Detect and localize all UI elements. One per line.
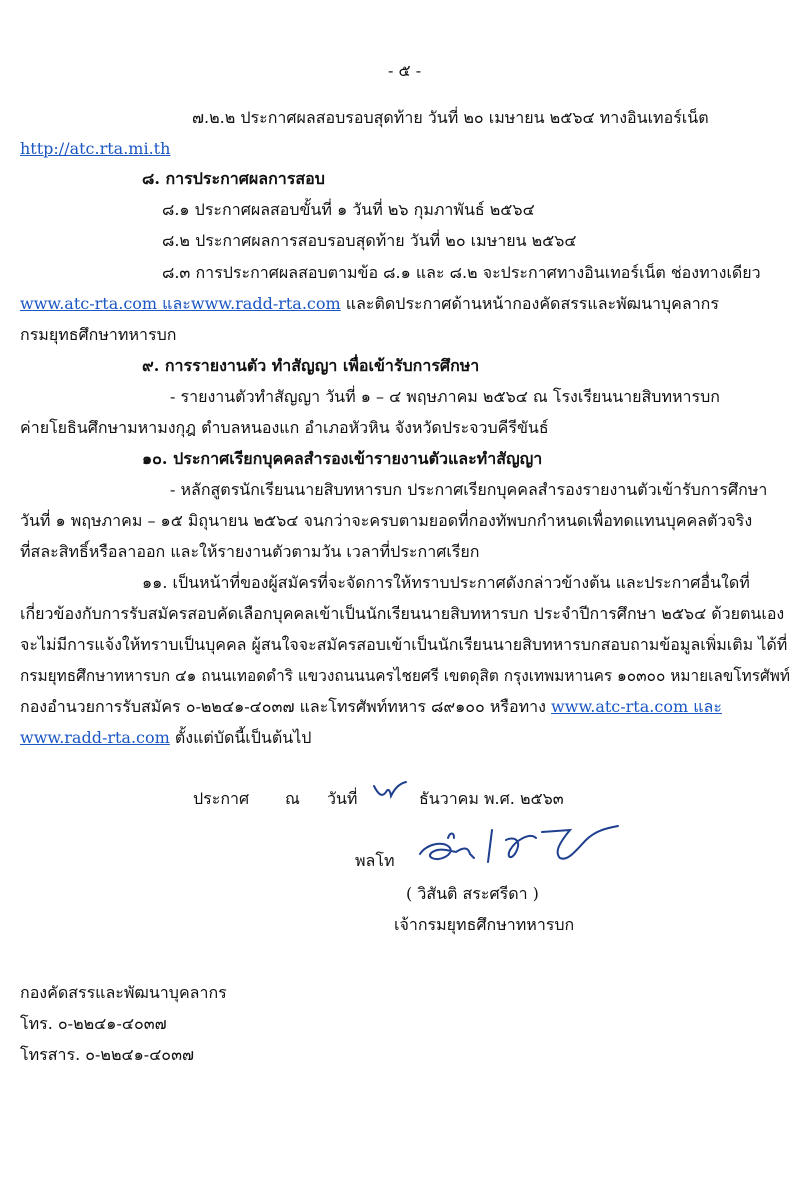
item-8-3-line1: ๘.๓ การประกาศผลสอบตามข้อ ๘.๑ และ ๘.๒ จะประกาศทางอินเทอร์เน็ต ช่องทางเดียว (162, 263, 761, 282)
item-7-2-2: ๗.๒.๒ ประกาศผลสอบรอบสุดท้าย วันที่ ๒๐ เมษายน ๒๕๖๔ ทางอินเทอร์เน็ต (192, 108, 709, 127)
item-8-3-line2 (20, 293, 719, 315)
section-11-line6 (20, 727, 311, 749)
signature-rank: พลโท (355, 851, 395, 870)
signature-name: ( วิสันติ สระศรีดา ) (406, 884, 539, 903)
item-8-3-line2-text: และติดประกาศด้านหน้ากองคัดสรรและพัฒนาบุคลากร (340, 294, 719, 313)
handwritten-signature (410, 818, 625, 878)
section-11-line3: จะไม่มีการแจ้งให้ทราบเป็นบุคคล ผู้สนใจจะสมัครสอบเข้าเป็นนักเรียนนายสิบทหารบกสอบถามข้อมูลเพิ่มเติม ได้ที่ (20, 635, 788, 654)
section-11-line2: เกี่ยวข้องกับการรับสมัครสอบคัดเลือกบุคคลเข้าเป็นนักเรียนนายสิบทหารบก ประจำปีการศึกษา ๒๕๖๔ ด้วยตนเอง (20, 604, 785, 623)
announce-label: ประกาศ (193, 789, 250, 808)
item-8-1: ๘.๑ ประกาศผลสอบขั้นที่ ๑ วันที่ ๒๖ กุมภาพันธ์ ๒๕๖๔ (162, 200, 535, 219)
section-9-line1: - รายงานตัวทำสัญญา วันที่ ๑ – ๔ พฤษภาคม ๒๕๖๔ ณ โรงเรียนนายสิบทหารบก (170, 387, 720, 406)
footer-fax: โทรสาร. ๐-๒๒๔๑-๔๐๓๗ (20, 1045, 195, 1064)
section-11-line4: กรมยุทธศึกษาทหารบก ๔๑ ถนนเทอดดำริ แขวงถนนนครไชยศรี เขตดุสิต กรุงเทพมหานคร ๑๐๓๐๐ หมายเลขโทรศัพท์ (20, 666, 790, 685)
announce-at: ณ (285, 789, 300, 808)
announce-day-label: วันที่ (327, 789, 358, 808)
section-11-line5 (20, 696, 722, 718)
atc-rta-link[interactable]: www.atc-rta.com และ (551, 697, 722, 716)
section-10-line1: - หลักสูตรนักเรียนนายสิบทหารบก ประกาศเรียกบุคคลสำรองรายงานตัวเข้ารับการศึกษา (170, 480, 768, 499)
atc-link[interactable]: http://atc.rta.mi.th (20, 139, 171, 158)
announce-month-year: ธันวาคม พ.ศ. ๒๕๖๓ (419, 789, 564, 808)
radd-rta-link[interactable]: www.radd-rta.com (20, 728, 170, 747)
footer-tel: โทร. ๐-๒๒๔๑-๔๐๓๗ (20, 1014, 167, 1033)
section-11-line1: ๑๑. เป็นหน้าที่ของผู้สมัครที่จะจัดการให้ทราบประกาศดังกล่าวข้างต้น และประกาศอื่นใดที่ (142, 573, 750, 592)
results-links[interactable]: www.atc-rta.com และwww.radd-rta.com (20, 294, 341, 313)
handwritten-day-mark (370, 776, 410, 808)
footer-dept: กองคัดสรรและพัฒนาบุคลากร (20, 983, 227, 1002)
section-11-line6-text: ตั้งแต่บัดนี้เป็นต้นไป (169, 728, 312, 747)
page-number: - ๕ - (388, 61, 422, 80)
section-8-heading: ๘. การประกาศผลการสอบ (142, 169, 325, 188)
signature-position: เจ้ากรมยุทธศึกษาทหารบก (394, 915, 575, 934)
section-9-line2: ค่ายโยธินศึกษามหามงกุฎ ตำบลหนองแก อำเภอหัวหิน จังหวัดประจวบคีรีขันธ์ (20, 418, 549, 437)
section-9-heading: ๙. การรายงานตัว ทำสัญญา เพื่อเข้ารับการศึกษา (142, 356, 480, 375)
item-8-2: ๘.๒ ประกาศผลการสอบรอบสุดท้าย วันที่ ๒๐ เมษายน ๒๕๖๔ (162, 231, 577, 250)
item-8-3-line3: กรมยุทธศึกษาทหารบก (20, 325, 177, 344)
section-11-line5-text: กองอำนวยการรับสมัคร ๐-๒๒๔๑-๔๐๓๗ และโทรศัพท์ทหาร ๘๙๑๐๐ หรือทาง (20, 697, 552, 716)
section-10-line3: ที่สละสิทธิ์หรือลาออก และให้รายงานตัวตามวัน เวลาที่ประกาศเรียก (20, 542, 480, 561)
section-10-heading: ๑๐. ประกาศเรียกบุคคลสำรองเข้ารายงานตัวและทำสัญญา (142, 449, 543, 468)
section-10-line2: วันที่ ๑ พฤษภาคม – ๑๕ มิถุนายน ๒๕๖๔ จนกว่าจะครบตามยอดที่กองทัพบกกำหนดเพื่อทดแทนบุคคลตัวจริง (20, 511, 753, 530)
